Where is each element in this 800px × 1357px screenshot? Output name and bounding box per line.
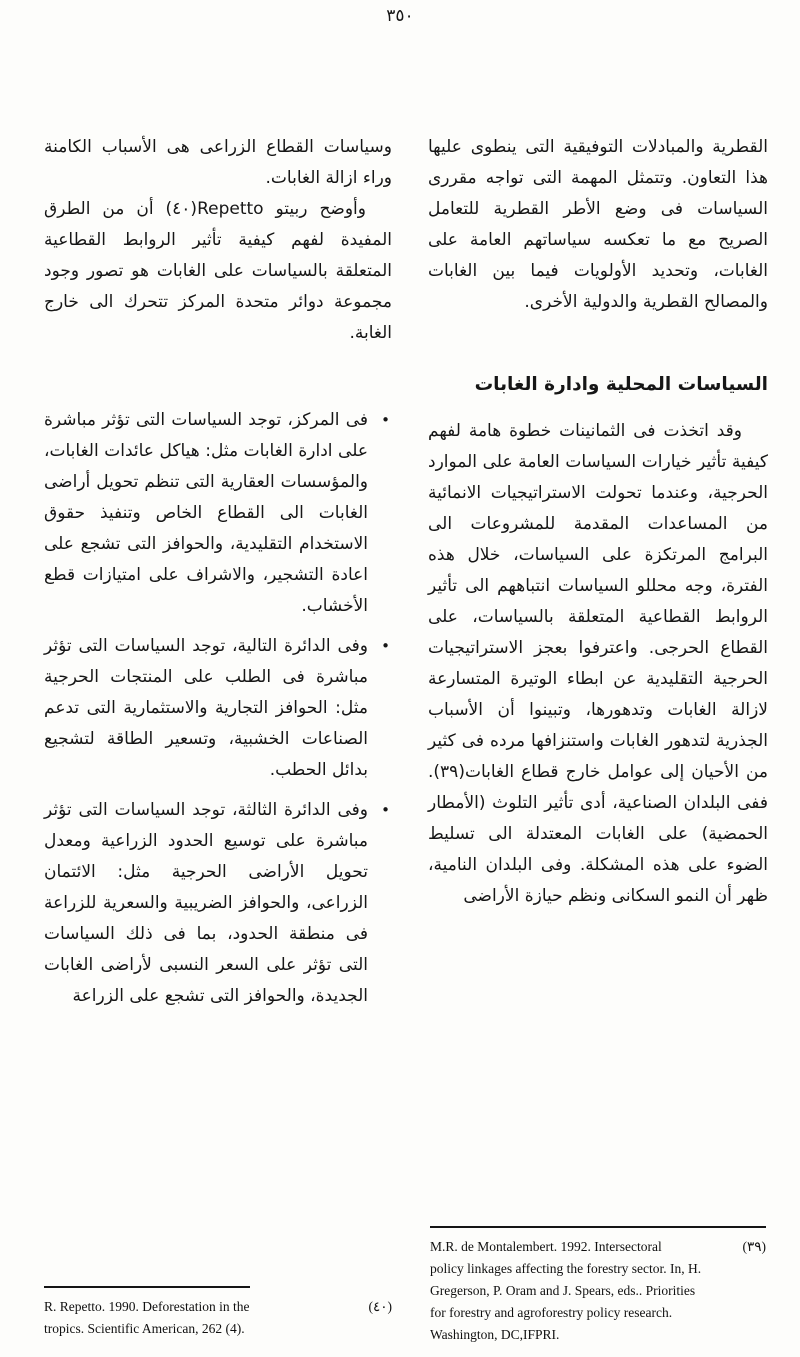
footnote-text: R. Repetto. 1990. Deforestation in the <box>44 1299 250 1314</box>
paragraph-local-policies: وقد اتخذت فى الثمانينات خطوة هامة لفهم كيفية تأثير خيارات السياسات العامة على الموارد الحرجية، وعندما تحولت الاستراتيجيات الانمائية من المساعدات المقدمة للمشروعات الى البرامج المرتكزة على السياسات، خلال هذه الفترة، وجه محللو السياسات انتباههم الى تأثير الروابط القطاعية المتعلقة بالسياسات، على القطاع الحرجى. واعترفوا بعجز الاستراتيجيات الحرجية التقليدية عن ابطاء الوتيرة المتسارعة لازالة الغابات وتدهورها، وتبينوا أن الأسباب الجذرية لتدهور الغابات واستنزافها مرده فى كثير من الأحيان إلى عوامل خارج قطاع الغابات(٣٩). ففى البلدان الصناعية، أدى تأثير التلوث (الأمطار الحمضية) على الغابات المعتدلة الى تسليط الضوء على هذه المشكلة. وفى البلدان النامية، ظهر أن النمو السكانى ونظم حيازة الأراضى <box>428 421 768 906</box>
right-column <box>428 132 768 912</box>
footnote-marker: (٣٩) <box>742 1239 766 1254</box>
footnote-text: Gregerson, P. Oram and J. Spears, eds.. Priorities <box>430 1283 696 1298</box>
footnote-39 <box>430 1236 766 1346</box>
bullet-text: فى المركز، توجد السياسات التى تؤثر مباشرة على ادارة الغابات مثل: هياكل عائدات الغابات، والمؤسسات العقارية التى تنظم تحويل أراضى الغابات الى القطاع الخاص وتنفيذ حقوق الاستخدام التقليدية، والحوافز التى تشجع على اعادة التشجير، والاشراف على امتيازات قطع الأخشاب. <box>44 410 368 616</box>
bullet-item <box>44 795 392 1012</box>
paragraph-repetto: وأوضح ربيتو Repetto(٤٠) أن من الطرق المفيدة لفهم كيفية تأثير الروابط القطاعية المتعلقة بالسياسات على الغابات هو تصور وجود مجموعة دوائر متحدة المركز تتحرك الى خارج الغابة. <box>44 199 392 343</box>
footnote-text: tropics. Scientific American, 262 (4). <box>44 1321 245 1336</box>
footnote-text: for forestry and agroforestry policy research. <box>430 1305 673 1320</box>
footnote-text: M.R. de Montalembert. 1992. Intersectoral <box>430 1239 662 1254</box>
bullet-item <box>44 405 392 622</box>
bullet-item <box>44 631 392 786</box>
footnote-line <box>430 1236 766 1258</box>
footnote-text: policy linkages affecting the forestry sector. In, H. <box>430 1261 702 1276</box>
footnote-line <box>44 1296 392 1318</box>
footnote-40 <box>44 1296 392 1340</box>
page-number: ٣٥٠ <box>386 6 414 26</box>
footnote-marker: (٤٠) <box>368 1299 392 1314</box>
bullet-text: وفى الدائرة الثالثة، توجد السياسات التى تؤثر مباشرة على توسيع الحدود الزراعية ومعدل تحويل الأراضى الحرجية مثل: الائتمان الزراعى، والحوافز الضريبية والسعرية للزراعة فى منطقة الحدود، بما فى ذلك السياسات التى تؤثر على السعر النسبى لأراضى الغابات الجديدة، والحوافز التى تشجع على الزراعة <box>44 800 368 1006</box>
paragraph-country-policies: القطرية والمبادلات التوفيقية التى ينطوى عليها هذا التعاون. وتتمثل المهمة التى تواجه مقررى السياسات فى وضع الأطر القطرية للتعامل الصريح مع ما تعكسه سياساتهم العامة على الغابات، وتحديد الأولويات فيما بين الغابات والمصالح القطرية والدولية الأخرى. <box>428 137 768 312</box>
bullet-text: وفى الدائرة التالية، توجد السياسات التى تؤثر مباشرة فى الطلب على المنتجات الحرجية مثل: الحوافز التجارية والاستثمارية التى تدعم الصناعات الخشبية، وتسعير الطاقة لتشجيع بدائل الحطب. <box>44 636 368 780</box>
paragraph-continuation: وسياسات القطاع الزراعى هى الأسباب الكامنة وراء ازالة الغابات. <box>44 137 392 188</box>
bullet-icon: • <box>381 637 390 655</box>
footnote-text: Washington, DC,IFPRI. <box>430 1327 560 1342</box>
footnote-divider-right <box>430 1226 766 1228</box>
bullet-icon: • <box>381 801 390 819</box>
footnote-divider-left <box>44 1286 250 1288</box>
section-heading: السياسات المحلية وادارة الغابات <box>474 374 768 395</box>
left-column <box>44 132 392 1021</box>
bullet-icon: • <box>381 411 390 429</box>
bullet-list <box>44 405 392 1012</box>
